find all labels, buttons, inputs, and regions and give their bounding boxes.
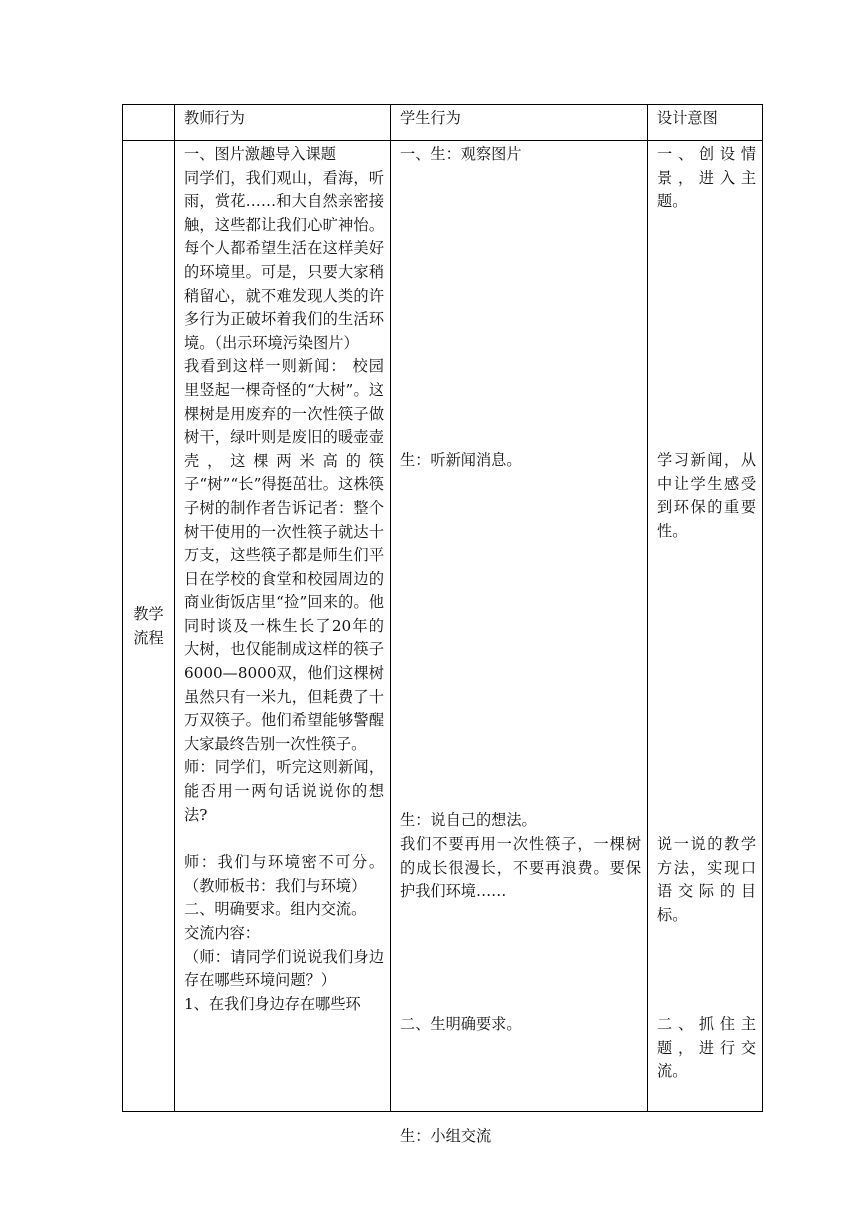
lesson-plan-table <box>122 104 763 1145</box>
teacher-para-2: 同学们，我们观山，看海，听雨，赏花……和大自然亲密接触，这些都让我们心旷神怡。每个人都希望生活在这样美好的环境里。可是，只要大家稍稍留心，就不难发现人类的许多行为正破坏着我们的生活环境。（出示环境污染图片） <box>184 168 384 352</box>
teacher-para-3: 我看到这样一则新闻： 校园里竖起一棵奇怪的“大树”。这棵树是用废弃的一次性筷子做树干，绿叶则是废旧的暖壶壶壳，这棵两米高的筷子“树”“长”得挺茁壮。这株筷子树的制作者告诉记者：整个树干使用的一次性筷子就达十万支，这些筷子都是师生们平日在学校的食堂和校园周边的商业街饭店里“捡”回来的。他同时谈及一株生长了20年的大树，也仅能制成这样的筷子6000—8000双，他们这棵树虽然只有一米九，但耗费了十万双筷子。他们希望能够警醒大家最终告别一次性筷子。 <box>184 357 384 753</box>
teacher-para-4: 师：同学们，听完这则新闻，能否用一两句话说说你的想法? <box>184 758 384 824</box>
design-para-2: 学习新闻，从中让学生感受到环保的重要性。 <box>657 451 756 540</box>
student-para-2: 生：听新闻消息。 <box>400 451 522 469</box>
header-student <box>391 105 648 141</box>
teacher-para-5: 师：我们与环境密不可分。（教师板书：我们与环境） <box>184 853 384 895</box>
header-design <box>648 105 763 141</box>
design-para-1: 一、创设情景，进入主题。 <box>657 145 756 211</box>
student-para-1: 一、生：观察图片 <box>400 145 522 163</box>
student-para-5: 二、生明确要求。 <box>400 1015 522 1033</box>
header-student-label: 学生行为 <box>400 109 461 127</box>
header-teacher-label: 教师行为 <box>184 109 245 127</box>
student-para-3: 生：说自己的想法。 <box>400 811 537 829</box>
header-empty-cell <box>123 105 175 141</box>
teacher-cell <box>175 141 391 1112</box>
header-row <box>123 105 763 141</box>
teacher-para-9: 1、在我们身边存在哪些环 <box>184 994 361 1013</box>
design-cell <box>648 141 763 1112</box>
teacher-para-1: 一、图片激趣导入课题 <box>184 145 336 163</box>
student-para-6: 生：小组交流 <box>400 1127 492 1145</box>
teacher-para-7: 交流内容： <box>184 924 260 942</box>
teacher-para-8: （师：请同学们说说我们身边存在哪些环境问题？） <box>184 947 384 990</box>
header-design-label: 设计意图 <box>657 109 718 127</box>
student-cell <box>391 141 648 1145</box>
design-para-4: 二、抓住主题，进行交流。 <box>657 1015 756 1081</box>
side-label: 教学流程 <box>133 604 164 647</box>
side-label-cell <box>123 141 175 1112</box>
content-row <box>123 141 763 1112</box>
design-para-3: 说一说的教学方法，实现口语交际的目标。 <box>657 835 756 924</box>
student-para-4: 我们不要再用一次性筷子，一棵树的成长很漫长，不要再浪费。要保护我们环境…… <box>400 835 641 901</box>
teacher-para-6: 二、明确要求。组内交流。 <box>184 900 367 919</box>
header-teacher <box>175 105 391 141</box>
